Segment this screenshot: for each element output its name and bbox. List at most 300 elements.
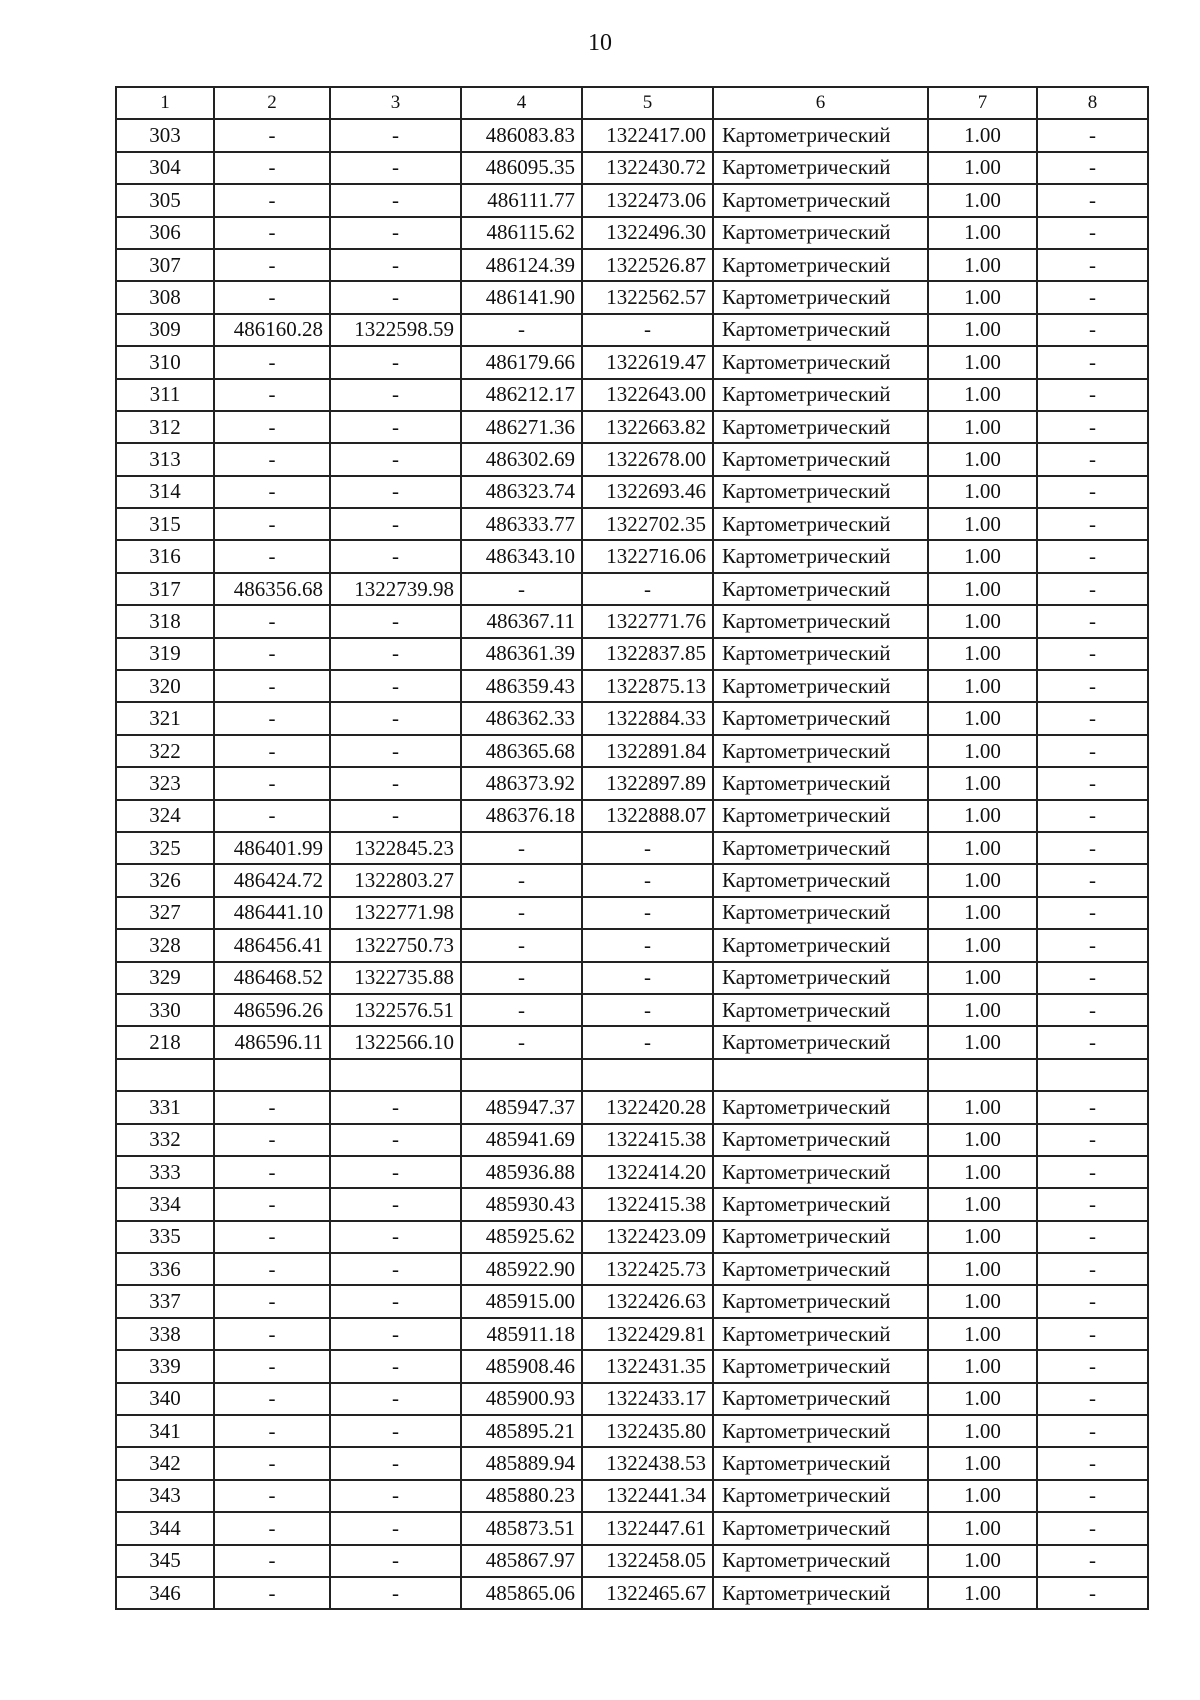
column-header-x-coord-1: 2 [214, 87, 330, 119]
cell-description: - [1037, 540, 1148, 572]
cell-x-coord-1: 486160.28 [214, 314, 330, 346]
cell-method: Картометрический [713, 1383, 928, 1415]
cell-x-coord-2: 485911.18 [461, 1318, 582, 1350]
cell-description: - [1037, 800, 1148, 832]
column-header-point-number: 1 [116, 87, 214, 119]
cell-y-coord-1: - [330, 346, 461, 378]
cell-accuracy: 1.00 [928, 1545, 1037, 1577]
cell-x-coord-2: 486323.74 [461, 476, 582, 508]
cell-description: - [1037, 508, 1148, 540]
table-row [116, 540, 1148, 572]
cell-x-coord-2: 485873.51 [461, 1512, 582, 1544]
cell-x-coord-2: - [461, 314, 582, 346]
cell-y-coord-2: 1322417.00 [582, 119, 713, 151]
table-row [116, 346, 1148, 378]
cell-x-coord-2: 486095.35 [461, 152, 582, 184]
table-row [116, 962, 1148, 994]
cell-x-coord-2: 485922.90 [461, 1253, 582, 1285]
cell-point-number: 339 [116, 1350, 214, 1382]
cell-x-coord-1: - [214, 1285, 330, 1317]
cell-description: - [1037, 1285, 1148, 1317]
table-header [116, 87, 1148, 119]
cell-x-coord-1: - [214, 1318, 330, 1350]
table-row [116, 508, 1148, 540]
cell-x-coord-2: - [461, 897, 582, 929]
cell-point-number: 328 [116, 929, 214, 961]
cell-y-coord-1: - [330, 508, 461, 540]
cell-y-coord-2: 1322423.09 [582, 1221, 713, 1253]
table-row [116, 1059, 1148, 1091]
cell-method: Картометрический [713, 1124, 928, 1156]
table-row [116, 1545, 1148, 1577]
cell-x-coord-2: 486179.66 [461, 346, 582, 378]
cell-y-coord-2: - [582, 897, 713, 929]
cell-accuracy: 1.00 [928, 994, 1037, 1026]
cell-x-coord-2: 485930.43 [461, 1188, 582, 1220]
cell-y-coord-1: 1322735.88 [330, 962, 461, 994]
cell-x-coord-1: - [214, 443, 330, 475]
cell-x-coord-2: 486362.33 [461, 702, 582, 734]
cell-description: - [1037, 1253, 1148, 1285]
cell-accuracy: 1.00 [928, 767, 1037, 799]
cell-y-coord-2: 1322875.13 [582, 670, 713, 702]
cell-y-coord-1: 1322598.59 [330, 314, 461, 346]
cell-y-coord-1: - [330, 119, 461, 151]
cell-method: Картометрический [713, 1415, 928, 1447]
cell-y-coord-1: - [330, 540, 461, 572]
cell-x-coord-2: 486359.43 [461, 670, 582, 702]
cell-method: Картометрический [713, 670, 928, 702]
cell-accuracy: 1.00 [928, 573, 1037, 605]
table-row [116, 1156, 1148, 1188]
table-row [116, 443, 1148, 475]
cell-x-coord-2: 485941.69 [461, 1124, 582, 1156]
cell-accuracy: 1.00 [928, 702, 1037, 734]
cell-y-coord-1: 1322739.98 [330, 573, 461, 605]
cell-x-coord-1: - [214, 540, 330, 572]
cell-y-coord-2: 1322441.34 [582, 1480, 713, 1512]
cell-point-number: 321 [116, 702, 214, 734]
cell-y-coord-2: 1322526.87 [582, 249, 713, 281]
cell-y-coord-2: 1322837.85 [582, 638, 713, 670]
cell-method: Картометрический [713, 314, 928, 346]
cell-method: Картометрический [713, 217, 928, 249]
cell-method: Картометрический [713, 573, 928, 605]
cell-description: - [1037, 897, 1148, 929]
cell-accuracy: 1.00 [928, 929, 1037, 961]
cell-x-coord-2: 486361.39 [461, 638, 582, 670]
cell-point-number: 341 [116, 1415, 214, 1447]
cell-x-coord-2: - [461, 1026, 582, 1058]
cell-y-coord-1: - [330, 379, 461, 411]
cell-method: Картометрический [713, 1285, 928, 1317]
cell-method: Картометрический [713, 1577, 928, 1609]
cell-accuracy: 1.00 [928, 1253, 1037, 1285]
column-header-accuracy: 7 [928, 87, 1037, 119]
cell-y-coord-1: - [330, 800, 461, 832]
cell-description: - [1037, 346, 1148, 378]
table-row [116, 897, 1148, 929]
cell-accuracy: 1.00 [928, 1026, 1037, 1058]
cell-description: - [1037, 184, 1148, 216]
cell-accuracy: 1.00 [928, 1577, 1037, 1609]
table-row [116, 605, 1148, 637]
cell-y-coord-2: 1322430.72 [582, 152, 713, 184]
cell-y-coord-1: - [330, 735, 461, 767]
cell-description: - [1037, 1545, 1148, 1577]
cell-x-coord-1: - [214, 702, 330, 734]
cell-accuracy: 1.00 [928, 897, 1037, 929]
cell-y-coord-2: 1322465.67 [582, 1577, 713, 1609]
cell-method: Картометрический [713, 379, 928, 411]
page-number: 10 [588, 30, 612, 56]
cell-y-coord-1: - [330, 1447, 461, 1479]
cell-accuracy: 1.00 [928, 1091, 1037, 1123]
cell-description: - [1037, 864, 1148, 896]
cell-method: Картометрический [713, 540, 928, 572]
cell-x-coord-2: - [461, 994, 582, 1026]
table-row [116, 1383, 1148, 1415]
cell-description: - [1037, 1124, 1148, 1156]
cell-y-coord-2: 1322562.57 [582, 281, 713, 313]
cell-point-number: 325 [116, 832, 214, 864]
cell-y-coord-2: 1322771.76 [582, 605, 713, 637]
cell-x-coord-2: 486367.11 [461, 605, 582, 637]
cell-x-coord-1: 486456.41 [214, 929, 330, 961]
cell-y-coord-2: 1322431.35 [582, 1350, 713, 1382]
cell-x-coord-1 [214, 1059, 330, 1091]
cell-method: Картометрический [713, 249, 928, 281]
cell-x-coord-2: 485895.21 [461, 1415, 582, 1447]
cell-x-coord-1: - [214, 508, 330, 540]
table-row [116, 217, 1148, 249]
cell-x-coord-1: - [214, 1350, 330, 1382]
cell-y-coord-2: - [582, 832, 713, 864]
cell-x-coord-2: - [461, 832, 582, 864]
cell-accuracy: 1.00 [928, 1480, 1037, 1512]
cell-y-coord-2: 1322447.61 [582, 1512, 713, 1544]
cell-description: - [1037, 1188, 1148, 1220]
cell-y-coord-1: - [330, 249, 461, 281]
cell-point-number: 312 [116, 411, 214, 443]
cell-y-coord-1: - [330, 1285, 461, 1317]
cell-method: Картометрический [713, 152, 928, 184]
cell-description: - [1037, 476, 1148, 508]
cell-x-coord-1: - [214, 281, 330, 313]
cell-y-coord-2: 1322693.46 [582, 476, 713, 508]
cell-method: Картометрический [713, 443, 928, 475]
cell-point-number: 346 [116, 1577, 214, 1609]
cell-description: - [1037, 1221, 1148, 1253]
cell-y-coord-2: 1322473.06 [582, 184, 713, 216]
cell-y-coord-1: - [330, 1480, 461, 1512]
cell-description: - [1037, 605, 1148, 637]
cell-y-coord-1: - [330, 1415, 461, 1447]
cell-x-coord-2: 486115.62 [461, 217, 582, 249]
cell-description: - [1037, 1415, 1148, 1447]
cell-description: - [1037, 702, 1148, 734]
cell-accuracy: 1.00 [928, 638, 1037, 670]
cell-method: Картометрический [713, 638, 928, 670]
cell-description: - [1037, 249, 1148, 281]
cell-x-coord-1: - [214, 249, 330, 281]
cell-method [713, 1059, 928, 1091]
cell-point-number: 327 [116, 897, 214, 929]
cell-y-coord-1: 1322845.23 [330, 832, 461, 864]
cell-x-coord-1: - [214, 411, 330, 443]
cell-point-number: 315 [116, 508, 214, 540]
cell-x-coord-1: - [214, 1447, 330, 1479]
cell-x-coord-1: - [214, 217, 330, 249]
cell-point-number: 306 [116, 217, 214, 249]
cell-accuracy: 1.00 [928, 540, 1037, 572]
cell-x-coord-1: - [214, 379, 330, 411]
cell-accuracy: 1.00 [928, 379, 1037, 411]
table-row [116, 1253, 1148, 1285]
table-row [116, 573, 1148, 605]
table-row [116, 1577, 1148, 1609]
cell-point-number: 329 [116, 962, 214, 994]
cell-description: - [1037, 1447, 1148, 1479]
cell-method: Картометрический [713, 1545, 928, 1577]
cell-x-coord-2: 485865.06 [461, 1577, 582, 1609]
column-header-method: 6 [713, 87, 928, 119]
cell-accuracy: 1.00 [928, 1447, 1037, 1479]
cell-x-coord-2: 485908.46 [461, 1350, 582, 1382]
cell-x-coord-2: - [461, 864, 582, 896]
table-row [116, 832, 1148, 864]
cell-x-coord-2: - [461, 573, 582, 605]
cell-method: Картометрический [713, 735, 928, 767]
cell-point-number: 316 [116, 540, 214, 572]
cell-accuracy: 1.00 [928, 1318, 1037, 1350]
cell-point-number: 313 [116, 443, 214, 475]
cell-description: - [1037, 411, 1148, 443]
cell-method: Картометрический [713, 767, 928, 799]
table-row [116, 1026, 1148, 1058]
cell-accuracy: 1.00 [928, 1124, 1037, 1156]
cell-method: Картометрический [713, 119, 928, 151]
cell-x-coord-1: - [214, 1124, 330, 1156]
cell-y-coord-2: - [582, 962, 713, 994]
cell-x-coord-1: - [214, 638, 330, 670]
cell-point-number: 334 [116, 1188, 214, 1220]
cell-point-number: 332 [116, 1124, 214, 1156]
cell-method: Картометрический [713, 508, 928, 540]
cell-x-coord-2: 485889.94 [461, 1447, 582, 1479]
cell-x-coord-1: - [214, 1091, 330, 1123]
table-row [116, 1124, 1148, 1156]
cell-point-number: 308 [116, 281, 214, 313]
cell-accuracy [928, 1059, 1037, 1091]
cell-point-number: 337 [116, 1285, 214, 1317]
cell-point-number: 322 [116, 735, 214, 767]
table-row [116, 1480, 1148, 1512]
cell-description: - [1037, 1318, 1148, 1350]
table-row [116, 1447, 1148, 1479]
cell-y-coord-1: 1322576.51 [330, 994, 461, 1026]
cell-description: - [1037, 670, 1148, 702]
cell-accuracy: 1.00 [928, 832, 1037, 864]
cell-accuracy: 1.00 [928, 800, 1037, 832]
cell-point-number: 218 [116, 1026, 214, 1058]
cell-point-number: 331 [116, 1091, 214, 1123]
cell-accuracy: 1.00 [928, 476, 1037, 508]
cell-x-coord-2 [461, 1059, 582, 1091]
cell-x-coord-1: - [214, 476, 330, 508]
cell-x-coord-2: 486111.77 [461, 184, 582, 216]
cell-x-coord-2: 486365.68 [461, 735, 582, 767]
cell-description: - [1037, 152, 1148, 184]
cell-point-number: 307 [116, 249, 214, 281]
cell-point-number: 343 [116, 1480, 214, 1512]
cell-description: - [1037, 443, 1148, 475]
table-row [116, 638, 1148, 670]
cell-description: - [1037, 1350, 1148, 1382]
table-body [116, 119, 1148, 1609]
cell-accuracy: 1.00 [928, 281, 1037, 313]
cell-x-coord-2: 486302.69 [461, 443, 582, 475]
table-row [116, 476, 1148, 508]
cell-accuracy: 1.00 [928, 1350, 1037, 1382]
cell-x-coord-2: 486271.36 [461, 411, 582, 443]
cell-description: - [1037, 217, 1148, 249]
cell-x-coord-1: 486596.26 [214, 994, 330, 1026]
cell-accuracy: 1.00 [928, 670, 1037, 702]
cell-y-coord-2: - [582, 929, 713, 961]
header-row [116, 87, 1148, 119]
cell-accuracy: 1.00 [928, 152, 1037, 184]
cell-y-coord-2: 1322888.07 [582, 800, 713, 832]
cell-x-coord-1: - [214, 1545, 330, 1577]
cell-x-coord-1: 486401.99 [214, 832, 330, 864]
cell-y-coord-2: 1322426.63 [582, 1285, 713, 1317]
cell-point-number: 345 [116, 1545, 214, 1577]
cell-y-coord-2: - [582, 864, 713, 896]
cell-y-coord-1: - [330, 152, 461, 184]
table-row [116, 379, 1148, 411]
cell-y-coord-1: - [330, 217, 461, 249]
cell-y-coord-2: 1322702.35 [582, 508, 713, 540]
cell-y-coord-1: 1322750.73 [330, 929, 461, 961]
table-row [116, 1285, 1148, 1317]
cell-y-coord-1: 1322566.10 [330, 1026, 461, 1058]
table-row [116, 281, 1148, 313]
cell-x-coord-2: 485880.23 [461, 1480, 582, 1512]
cell-point-number: 317 [116, 573, 214, 605]
table-row [116, 314, 1148, 346]
cell-point-number: 335 [116, 1221, 214, 1253]
cell-y-coord-1: - [330, 670, 461, 702]
cell-method: Картометрический [713, 929, 928, 961]
cell-y-coord-1: - [330, 1124, 461, 1156]
table-row [116, 1318, 1148, 1350]
cell-y-coord-1: - [330, 1512, 461, 1544]
cell-description: - [1037, 962, 1148, 994]
cell-description [1037, 1059, 1148, 1091]
cell-x-coord-1: - [214, 800, 330, 832]
cell-accuracy: 1.00 [928, 314, 1037, 346]
cell-y-coord-2: 1322496.30 [582, 217, 713, 249]
cell-accuracy: 1.00 [928, 184, 1037, 216]
cell-description: - [1037, 1026, 1148, 1058]
cell-method: Картометрический [713, 281, 928, 313]
cell-x-coord-2: 485936.88 [461, 1156, 582, 1188]
cell-description: - [1037, 314, 1148, 346]
cell-accuracy: 1.00 [928, 119, 1037, 151]
cell-x-coord-1: - [214, 119, 330, 151]
cell-point-number: 303 [116, 119, 214, 151]
cell-x-coord-2: 485925.62 [461, 1221, 582, 1253]
cell-description: - [1037, 735, 1148, 767]
cell-y-coord-2: 1322435.80 [582, 1415, 713, 1447]
cell-description: - [1037, 1091, 1148, 1123]
cell-point-number: 304 [116, 152, 214, 184]
cell-accuracy: 1.00 [928, 411, 1037, 443]
cell-x-coord-1: - [214, 735, 330, 767]
table-row [116, 119, 1148, 151]
cell-y-coord-1: - [330, 1318, 461, 1350]
cell-x-coord-1: - [214, 1480, 330, 1512]
cell-point-number: 319 [116, 638, 214, 670]
cell-x-coord-2: 486212.17 [461, 379, 582, 411]
cell-y-coord-2: 1322429.81 [582, 1318, 713, 1350]
cell-x-coord-2: 486083.83 [461, 119, 582, 151]
cell-point-number: 318 [116, 605, 214, 637]
cell-description: - [1037, 638, 1148, 670]
cell-description: - [1037, 281, 1148, 313]
cell-x-coord-1: - [214, 605, 330, 637]
cell-y-coord-1: 1322771.98 [330, 897, 461, 929]
cell-x-coord-1: - [214, 767, 330, 799]
cell-accuracy: 1.00 [928, 605, 1037, 637]
cell-method: Картометрический [713, 962, 928, 994]
cell-y-coord-2: 1322663.82 [582, 411, 713, 443]
cell-accuracy: 1.00 [928, 864, 1037, 896]
cell-y-coord-2: 1322420.28 [582, 1091, 713, 1123]
table-row [116, 184, 1148, 216]
cell-description: - [1037, 1383, 1148, 1415]
cell-y-coord-2: 1322716.06 [582, 540, 713, 572]
cell-x-coord-1: - [214, 184, 330, 216]
cell-method: Картометрический [713, 1447, 928, 1479]
cell-x-coord-1: - [214, 1156, 330, 1188]
cell-point-number [116, 1059, 214, 1091]
cell-x-coord-2: 486124.39 [461, 249, 582, 281]
cell-y-coord-1: - [330, 184, 461, 216]
cell-y-coord-2: 1322425.73 [582, 1253, 713, 1285]
cell-point-number: 320 [116, 670, 214, 702]
table-row [116, 1188, 1148, 1220]
cell-y-coord-2: 1322415.38 [582, 1124, 713, 1156]
cell-y-coord-1 [330, 1059, 461, 1091]
table-row [116, 1512, 1148, 1544]
cell-method: Картометрический [713, 1350, 928, 1382]
cell-method: Картометрический [713, 1480, 928, 1512]
cell-accuracy: 1.00 [928, 962, 1037, 994]
cell-x-coord-1: 486596.11 [214, 1026, 330, 1058]
cell-method: Картометрический [713, 346, 928, 378]
cell-method: Картометрический [713, 832, 928, 864]
cell-method: Картометрический [713, 897, 928, 929]
cell-y-coord-1: - [330, 1188, 461, 1220]
column-header-y-coord-2: 5 [582, 87, 713, 119]
cell-method: Картометрический [713, 994, 928, 1026]
table-row [116, 1415, 1148, 1447]
table-row [116, 864, 1148, 896]
cell-x-coord-2: 486373.92 [461, 767, 582, 799]
cell-accuracy: 1.00 [928, 249, 1037, 281]
